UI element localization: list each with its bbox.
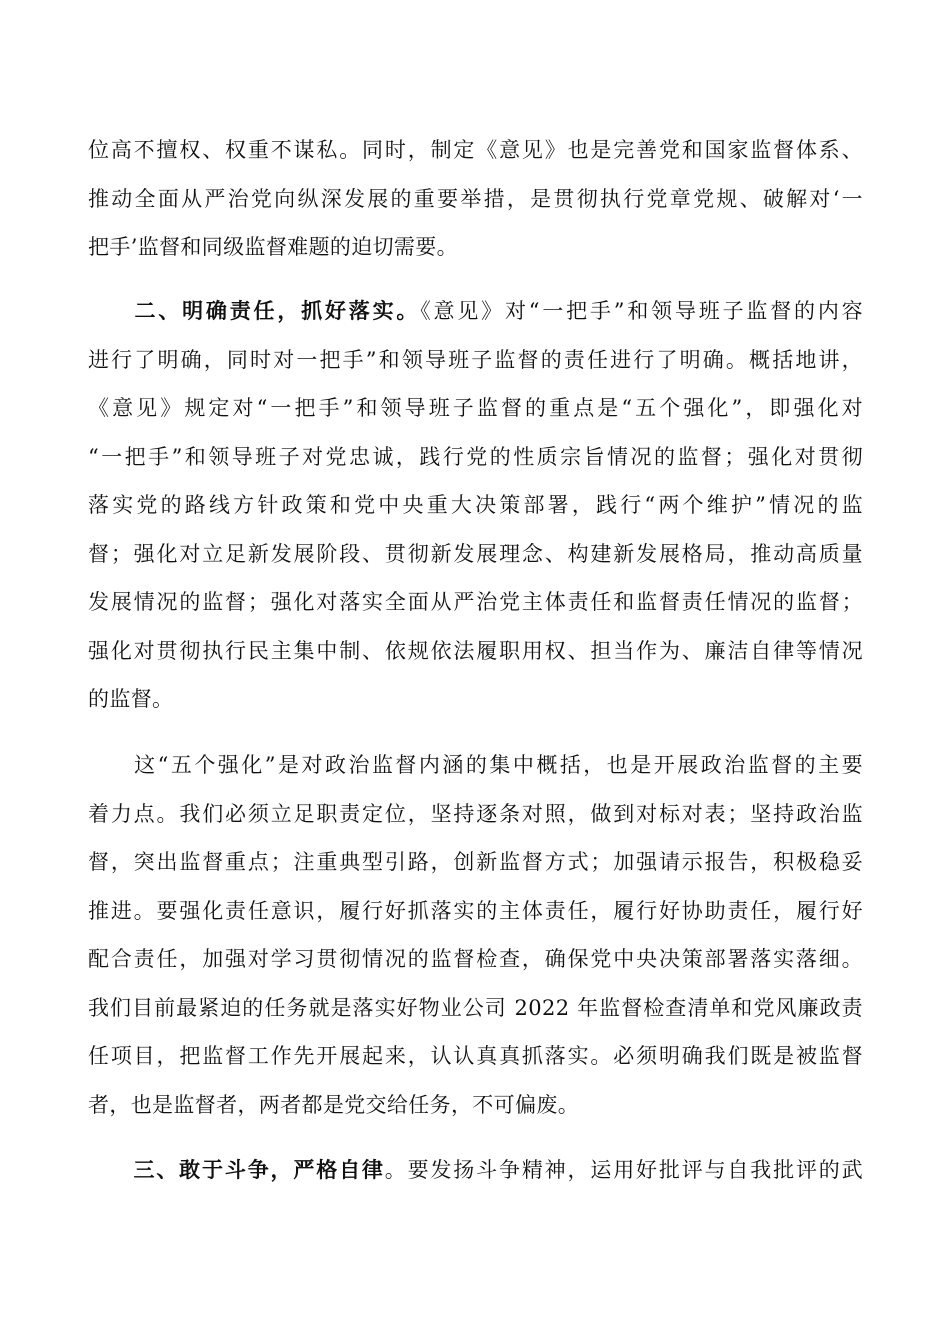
text-fragment: 这“五个强化”是对政治监督内涵的集中概括，也是开展政治监督的主要 [132, 753, 863, 777]
text-line: 督，突出监督重点；注重典型引路，创新监督方式；加强请示报告，积极稳妥 [88, 850, 863, 874]
text-line [88, 1146, 863, 1195]
text-line: 推动全面从严治党向纵深发展的重要举措，是贯彻执行党章党规、破解对‘一 [88, 186, 863, 211]
text-fragment: 。要发扬斗争精神，运用好批评与自我批评的武 [384, 1158, 863, 1182]
paragraph-five-strengthenings [88, 741, 863, 1129]
text-line: 强化对贯彻执行民主集中制、依规依法履职用权、担当作为、廉洁自律等情况 [88, 638, 863, 663]
text-line: 位高不擅权、权重不谋私。同时，制定《意见》也是完善党和国家监督体系、 [88, 138, 863, 162]
text-line: 我们目前最紧迫的任务就是落实好物业公司 2022 年监督检查清单和党风廉政责 [88, 995, 863, 1020]
paragraph-intro-continuation [88, 126, 863, 272]
text-line: 者，也是监督者，两者都是党交给任务，不可偏废。 [88, 1092, 580, 1117]
text-line: 督；强化对立足新发展阶段、贯彻新发展理念、构建新发展格局，推动高质量 [88, 541, 863, 566]
text-line: 落实党的路线方针政策和党中央重大决策部署，践行“两个维护”情况的监 [88, 493, 863, 517]
text-line: 推进。要强化责任意识，履行好抓落实的主体责任，履行好协助责任，履行好 [88, 898, 863, 923]
text-fragment: 《意见》对“一把手”和领导班子监督的内容 [420, 299, 863, 323]
paragraph-section-two [88, 287, 863, 724]
text-line [88, 287, 863, 336]
section-heading: 三、敢于斗争，严格自律 [132, 1157, 385, 1182]
text-line: 着力点。我们必须立足职责定位，坚持逐条对照，做到对标对表；坚持政治监 [88, 801, 863, 826]
text-line: 的监督。 [88, 687, 174, 711]
paragraph-section-three [88, 1146, 863, 1195]
text-line: 发展情况的监督；强化对落实全面从严治党主体责任和监督责任情况的监督； [88, 590, 863, 614]
text-line: 把手’监督和同级监督难题的迫切需要。 [88, 235, 458, 259]
text-line: “一把手”和领导班子对党忠诚，践行党的性质宗旨情况的监督；强化对贯彻 [88, 444, 863, 469]
text-line [88, 741, 863, 790]
text-line: 《意见》规定对“一把手”和领导班子监督的重点是“五个强化”，即强化对 [88, 396, 863, 420]
text-line: 配合责任，加强对学习贯彻情况的监督检查，确保党中央决策部署落实落细。 [88, 947, 863, 971]
text-line: 任项目，把监督工作先开展起来，认认真真抓落实。必须明确我们既是被监督 [88, 1044, 863, 1068]
text-line: 进行了明确，同时对一把手”和领导班子监督的责任进行了明确。概括地讲， [88, 347, 863, 372]
section-heading: 二、明确责任，抓好落实。 [132, 298, 421, 323]
